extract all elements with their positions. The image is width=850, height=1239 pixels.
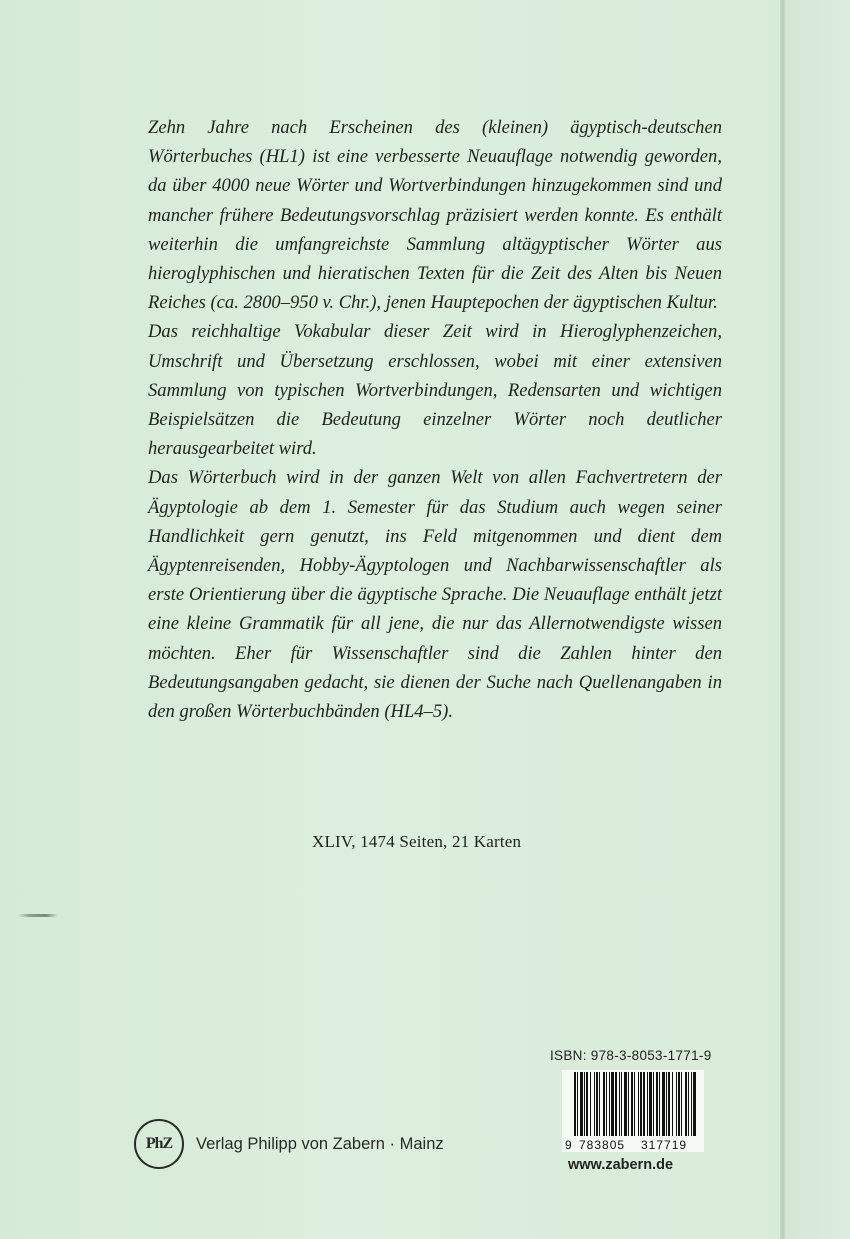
barcode-right-digits: 317719: [641, 1138, 688, 1152]
spine-edge: [780, 0, 850, 1239]
publisher-block: [134, 1118, 444, 1170]
blurb-paragraph-1: Zehn Jahre nach Erscheinen des (kleinen) ägyptisch-deutschen Wörterbuches (HL1) ist eine verbesserte Neuauflage notwendig geworden, da über 4000 neue Wörter und Wortverbindungen hinzugekommen sind und mancher frühere Bedeutungsvorschlag präzisiert werden konnte. Es enthält weiterhin die umfangreichste Sammlung altägyptischer Wörter aus hieroglyphischen und hieratischen Texten für die Zeit des Alten bis Neuen Reiches (ca. 2800–950 v. Chr.), jenen Hauptepochen der ägyptischen Kultur.: [148, 117, 722, 314]
barcode-graphic: [562, 1070, 704, 1152]
blurb-text: [148, 113, 722, 726]
page-count-info: XLIV, 1474 Seiten, 21 Karten: [312, 832, 522, 851]
blurb-paragraph-2: Das reichhaltige Vokabular dieser Zeit wird in Hieroglyphenzeichen, Umschrift und Übersetzung erschlossen, wobei mit einer extensiven Sammlung von typischen Wortverbindungen, Redensarten und wichtigen Beispielsätzen die Bedeutung einzelner Wörter noch deutlicher herausgearbeitet wird.: [148, 321, 722, 460]
isbn-barcode: [562, 1070, 704, 1152]
isbn-label: ISBN: 978-3-8053-1771-9: [550, 1048, 712, 1063]
barcode-first-digit: 9: [565, 1138, 572, 1152]
publisher-name: Verlag Philipp von Zabern · Mainz: [196, 1134, 444, 1153]
publisher-logo-icon: PhZ: [134, 1119, 184, 1169]
publisher-url: www.zabern.de: [568, 1157, 674, 1173]
cover-scuff-mark: [18, 914, 58, 917]
blurb-paragraph-3: Das Wörterbuch wird in der ganzen Welt von allen Fachvertretern der Ägyptologie ab dem 1. Semester für das Studium auch wegen seiner Handlichkeit gern genutzt, ins Feld mitgenommen und dient dem Ägyptenreisenden, Hobby-Ägyptologen und Nachbarwissenschaftler als erste Orientierung über die ägyptische Sprache. Die Neuauflage enthält jetzt eine kleine Grammatik für all jene, die nur das Allernotwendigste wissen möchten. Eher für Wissenschaftler sind die Zahlen hinter den Bedeutungsangaben gedacht, sie dienen der Suche nach Quellenangaben in den großen Wörterbuchbänden (HL4–5).: [148, 467, 722, 723]
barcode-left-digits: 783805: [579, 1138, 626, 1152]
